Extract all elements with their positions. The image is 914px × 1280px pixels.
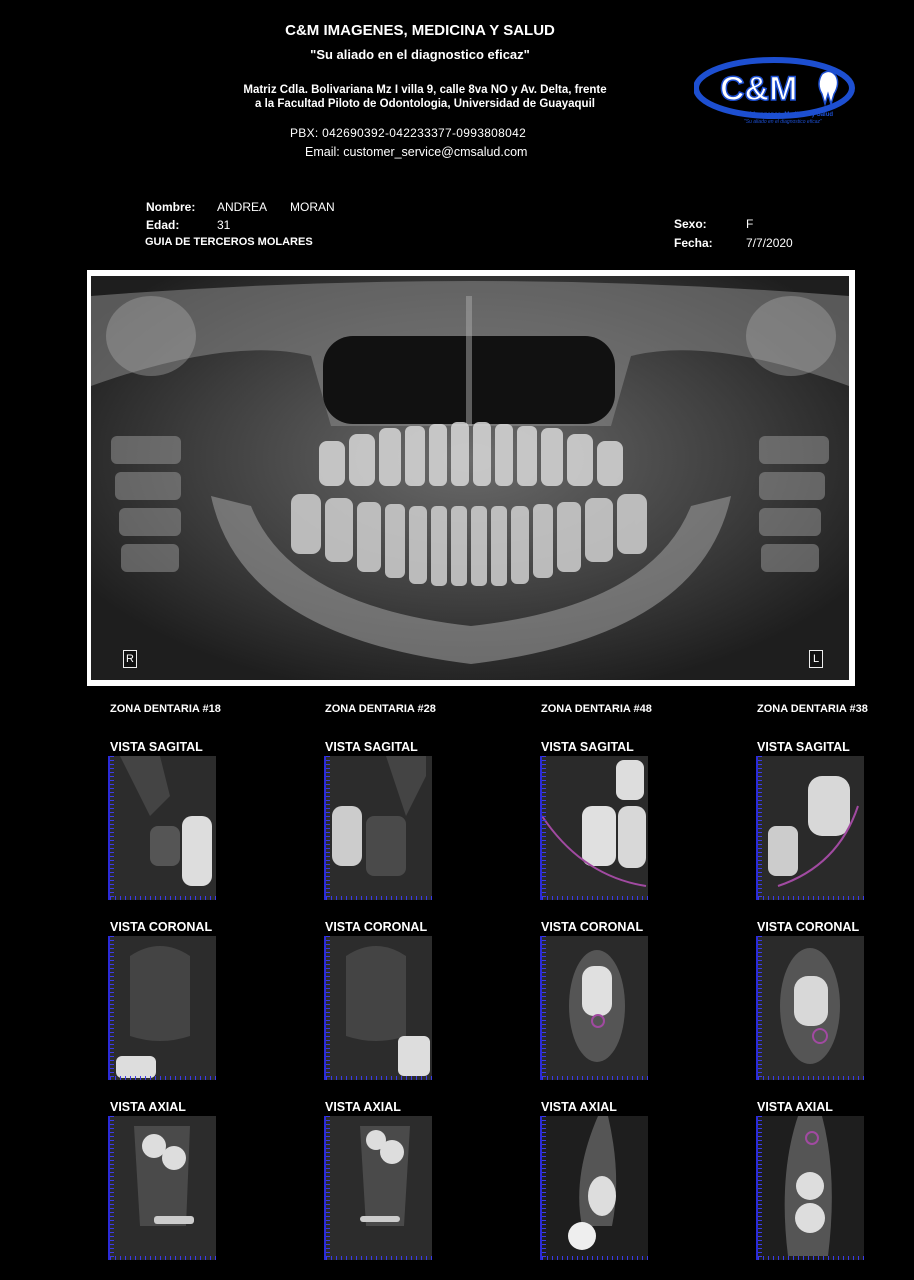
company-email: Email: customer_service@cmsalud.com	[305, 145, 528, 159]
ct-axial-28	[324, 1116, 432, 1260]
ct-coronal-18	[108, 936, 216, 1080]
zone-title-38: ZONA DENTARIA #38	[757, 703, 868, 715]
name-label: Nombre:	[146, 200, 196, 214]
zone-title-48: ZONA DENTARIA #48	[541, 703, 652, 715]
logo-tagline: "Su aliado en el diagnostico eficaz"	[744, 119, 822, 124]
ct-axial-18	[108, 1116, 216, 1260]
address-line-2: a la Facultad Piloto de Odontologia, Universidad de Guayaquil	[255, 98, 595, 110]
ct-coronal-38	[756, 936, 864, 1080]
view-title-axial-48: VISTA AXIAL	[541, 1100, 617, 1114]
zone-title-28: ZONA DENTARIA #28	[325, 703, 436, 715]
study-title: GUIA DE TERCEROS MOLARES	[145, 236, 313, 248]
logo-subtitle: C&M Imagenes, Medicina y Salud	[738, 112, 834, 118]
company-name: C&M IMAGENES, MEDICINA Y SALUD	[285, 22, 555, 39]
panoramic-image	[91, 276, 849, 680]
marker-right: R	[123, 650, 137, 668]
logo-text: C&M	[720, 70, 798, 108]
ct-coronal-28	[324, 936, 432, 1080]
company-logo	[694, 52, 858, 124]
marker-left: L	[809, 650, 823, 668]
ct-axial-38	[756, 1116, 864, 1260]
sex-label: Sexo:	[674, 217, 707, 231]
ct-sagittal-38	[756, 756, 864, 900]
patient-age: 31	[217, 218, 231, 232]
ct-coronal-48	[540, 936, 648, 1080]
patient-first-name: ANDREA	[217, 200, 268, 214]
view-title-coronal-48: VISTA CORONAL	[541, 920, 644, 934]
patient-last-name: MORAN	[290, 200, 335, 214]
view-title-coronal-28: VISTA CORONAL	[325, 920, 428, 934]
view-title-coronal-38: VISTA CORONAL	[757, 920, 860, 934]
panoramic-xray	[87, 270, 855, 686]
ct-sagittal-28	[324, 756, 432, 900]
view-title-sagittal-38: VISTA SAGITAL	[757, 740, 850, 754]
view-title-axial-28: VISTA AXIAL	[325, 1100, 401, 1114]
view-title-coronal-18: VISTA CORONAL	[110, 920, 213, 934]
patient-sex: F	[746, 217, 754, 231]
company-phone: PBX: 042690392-042233377-0993808042	[290, 126, 527, 140]
age-label: Edad:	[146, 218, 180, 232]
ct-sagittal-18	[108, 756, 216, 900]
date-label: Fecha:	[674, 236, 713, 250]
view-title-axial-38: VISTA AXIAL	[757, 1100, 833, 1114]
view-title-axial-18: VISTA AXIAL	[110, 1100, 186, 1114]
zone-title-18: ZONA DENTARIA #18	[110, 703, 221, 715]
study-date: 7/7/2020	[746, 236, 793, 250]
ct-axial-48	[540, 1116, 648, 1260]
view-title-sagittal-48: VISTA SAGITAL	[541, 740, 634, 754]
view-title-sagittal-28: VISTA SAGITAL	[325, 740, 418, 754]
company-slogan: "Su aliado en el diagnostico eficaz"	[310, 47, 530, 62]
ct-sagittal-48	[540, 756, 648, 900]
address-line-1: Matriz Cdla. Bolivariana Mz I villa 9, calle 8va NO y Av. Delta, frente	[243, 84, 607, 96]
view-title-sagittal-18: VISTA SAGITAL	[110, 740, 203, 754]
